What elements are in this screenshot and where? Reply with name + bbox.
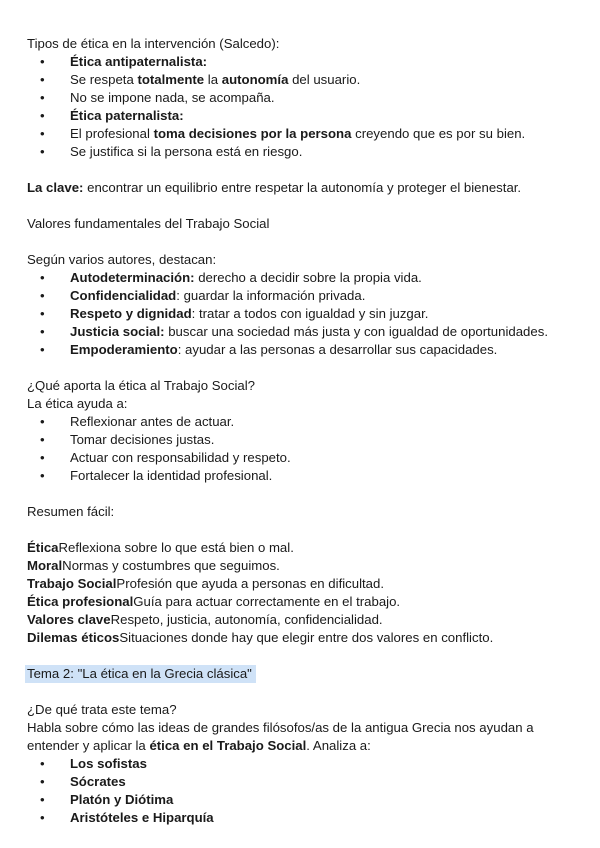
bullet-icon: • bbox=[40, 126, 45, 141]
list-item: • Respeto y dignidad: tratar a todos con igualdad y sin juzgar. bbox=[40, 306, 429, 321]
list-item: • Platón y Diótima bbox=[40, 792, 174, 807]
bullet-icon: • bbox=[40, 54, 45, 69]
summary-row: Ética profesionalGuía para actuar correctamente en el trabajo. bbox=[27, 594, 401, 609]
bullet-icon: • bbox=[40, 468, 45, 483]
bullet-icon: • bbox=[40, 288, 45, 303]
bullet-icon: • bbox=[40, 756, 45, 771]
bullet-icon: • bbox=[40, 342, 45, 357]
topic-description: Habla sobre cómo las ideas de grandes filósofos/as de la antigua Grecia nos ayudan a entender y aplicar la ética en el Trabajo Social. Analiza a: bbox=[27, 720, 534, 753]
list-item: • Fortalecer la identidad profesional. bbox=[40, 468, 273, 483]
topic-2-title: Tema 2: "La ética en la Grecia clásica" bbox=[25, 665, 256, 683]
list-item: • Confidencialidad: guardar la información privada. bbox=[40, 288, 366, 303]
bullet-icon: • bbox=[40, 144, 45, 159]
summary-row: Dilemas éticosSituaciones donde hay que elegir entre dos valores en conflicto. bbox=[27, 630, 494, 645]
list-item: • Tomar decisiones justas. bbox=[40, 432, 215, 447]
list-item: • Actuar con responsabilidad y respeto. bbox=[40, 450, 291, 465]
topic-question: ¿De qué trata este tema? bbox=[27, 702, 177, 717]
list-item: • Se justifica si la persona está en riesgo. bbox=[40, 144, 303, 159]
contribution-intro: La ética ayuda a: bbox=[27, 396, 128, 411]
list-item: • Reflexionar antes de actuar. bbox=[40, 414, 235, 429]
section-heading-summary: Resumen fácil: bbox=[27, 504, 115, 519]
document-content bbox=[27, 35, 579, 827]
summary-row: Trabajo SocialProfesión que ayuda a personas en dificultad. bbox=[27, 576, 385, 591]
summary-row: Valores claveRespeto, justicia, autonomía, confidencialidad. bbox=[27, 612, 383, 627]
section-heading-values: Valores fundamentales del Trabajo Social bbox=[27, 216, 270, 231]
section-heading-contribution: ¿Qué aporta la ética al Trabajo Social? bbox=[27, 378, 255, 393]
topic-title-line bbox=[27, 665, 579, 683]
list-item: • Los sofistas bbox=[40, 756, 147, 771]
list-item: • Se respeta totalmente la autonomía del usuario. bbox=[40, 72, 361, 87]
values-intro: Según varios autores, destacan: bbox=[27, 252, 217, 267]
list-item: • Empoderamiento: ayudar a las personas a desarrollar sus capacidades. bbox=[40, 342, 498, 357]
bullet-icon: • bbox=[40, 414, 45, 429]
bullet-icon: • bbox=[40, 324, 45, 339]
list-item: • Aristóteles e Hiparquía bbox=[40, 810, 214, 825]
bullet-icon: • bbox=[40, 774, 45, 789]
bullet-icon: • bbox=[40, 432, 45, 447]
key-point: La clave: encontrar un equilibrio entre respetar la autonomía y proteger el bienestar. bbox=[27, 180, 522, 195]
section-heading-ethics-types: Tipos de ética en la intervención (Salcedo): bbox=[27, 36, 280, 51]
bullet-icon: • bbox=[40, 810, 45, 825]
list-item: • Sócrates bbox=[40, 774, 126, 789]
bullet-icon: • bbox=[40, 72, 45, 87]
bullet-icon: • bbox=[40, 90, 45, 105]
bullet-icon: • bbox=[40, 306, 45, 321]
list-item: • Justicia social: buscar una sociedad más justa y con igualdad de oportunidades. bbox=[40, 324, 548, 339]
list-item: • Autodeterminación: derecho a decidir sobre la propia vida. bbox=[40, 270, 422, 285]
list-item: • Ética paternalista: bbox=[40, 108, 184, 123]
summary-row: ÉticaReflexiona sobre lo que está bien o mal. bbox=[27, 540, 294, 555]
summary-row: MoralNormas y costumbres que seguimos. bbox=[27, 558, 280, 573]
list-item: • Ética antipaternalista: bbox=[40, 54, 208, 69]
bullet-icon: • bbox=[40, 792, 45, 807]
bullet-icon: • bbox=[40, 108, 45, 123]
bullet-icon: • bbox=[40, 270, 45, 285]
bullet-icon: • bbox=[40, 450, 45, 465]
list-item: • El profesional toma decisiones por la persona creyendo que es por su bien. bbox=[40, 126, 526, 141]
list-item: • No se impone nada, se acompaña. bbox=[40, 90, 275, 105]
